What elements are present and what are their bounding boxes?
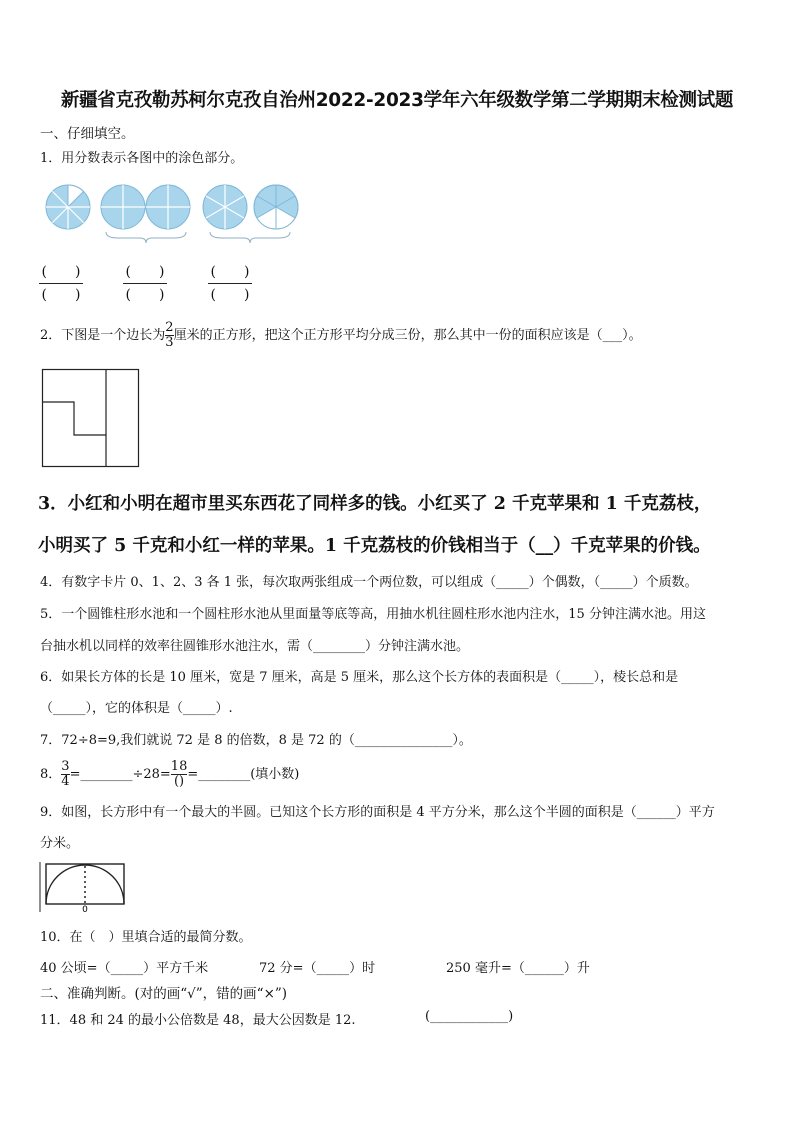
q10-item-2: 72 分=（_____）时 (259, 961, 376, 976)
question-11: 11．48 和 24 的最小公倍数是 48，最大公因数是 12. (40, 1013, 356, 1028)
q1-answer-1[interactable]: ( ) ( ) (38, 262, 84, 305)
q1-answer-2[interactable]: ( ) ( ) (122, 262, 168, 305)
q11-answer-blank[interactable]: (____________) (425, 1009, 514, 1024)
question-9-line-1: 9．如图，长方形中有一个最大的半圆。已知这个长方形的面积是 4 平方分米，那么这个半圆的面积是（______）平方 (40, 805, 715, 820)
question-10: 10．在（ ）里填合适的最简分数。 (40, 930, 252, 945)
brace-1 (106, 232, 186, 243)
q1-answer-3[interactable]: ( ) ( ) (207, 262, 253, 305)
q8-fraction-2: 18 () (170, 759, 188, 789)
pie-circle-2 (101, 185, 145, 229)
question-6-line-2: （_____），它的体积是（_____）. (40, 701, 233, 716)
q2-fraction: $\frac{2}{3}$ (165, 320, 174, 350)
question-7: 7．72÷8=9,我们就说 72 是 8 的倍数，8 是 72 的（_______________）。 (40, 733, 472, 748)
pie-circle-3 (146, 185, 190, 229)
question-8: 8． $\frac{3}{4}$ =________÷28= 18 () =________(填小数) (40, 759, 300, 789)
q10-item-3: 250 毫升=（______）升 (446, 961, 590, 976)
question-6-line-1: 6．如果长方体的长是 10 厘米，宽是 7 厘米，高是 5 厘米，那么这个长方体的表面积是（_____），棱长总和是 (40, 670, 679, 685)
pie-figures (0, 170, 794, 290)
section-heading-judge: 二、准确判断。(对的画“√”，错的画“×”) (40, 986, 288, 1002)
brace-2 (210, 232, 290, 243)
pie-circle-1 (46, 185, 90, 229)
pie-circle-5 (254, 185, 298, 229)
question-5-line-1: 5．一个圆锥柱形水池和一个圆柱形水池从里面量等底等高，用抽水机往圆柱形水池内注水，15 分钟注满水池。用这 (40, 607, 706, 622)
question-3-line-1: 3．小红和小明在超市里买东西花了同样多的钱。小红买了 2 千克苹果和 1 千克荔枝， (38, 494, 712, 514)
center-label: 0 (82, 905, 88, 915)
question-1-text: 1．用分数表示各图中的涂色部分。 (40, 151, 244, 166)
page-title: 新疆省克孜勒苏柯尔克孜自治州2022-2023学年六年级数学第二学期期末检测试题 (60, 90, 734, 111)
question-9-line-2: 分米。 (40, 836, 80, 851)
square-figure (42, 369, 142, 469)
semicircle-figure (40, 860, 130, 920)
question-3-line-2: 小明买了 5 千克和小红一样的苹果。1 千克荔枝的价钱相当于（__）千克苹果的价钱。 (38, 536, 711, 556)
pie-circle-4 (203, 185, 247, 229)
q10-item-1: 40 公顷=（_____）平方千米 (40, 961, 209, 976)
question-4: 4．有数字卡片 0、1、2、3 各 1 张，每次取两张组成一个两位数，可以组成（_____）个偶数，（_____）个质数。 (40, 575, 698, 590)
q8-fraction-1: $\frac{3}{4}$ (61, 759, 70, 789)
question-2: 2．下图是一个边长为 $\frac{2}{3}$ 厘米的正方形，把这个正方形平均分成三份，那么其中一份的面积应该是（___）。 (40, 320, 642, 350)
section-heading-fill-in: 一、仔细填空。 (40, 126, 135, 142)
question-5-line-2: 台抽水机以同样的效率往圆锥形水池注水，需（________）分钟注满水池。 (40, 639, 470, 654)
